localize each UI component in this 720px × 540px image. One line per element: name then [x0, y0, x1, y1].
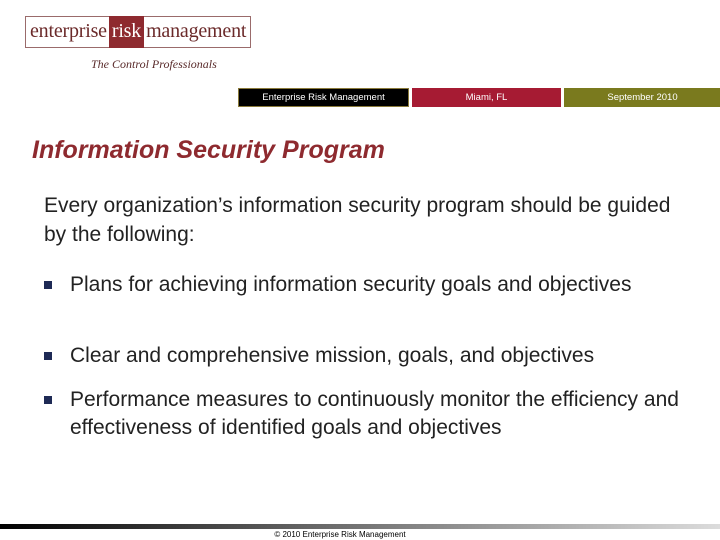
company-logo	[25, 15, 247, 79]
footer-copyright: © 2010 Enterprise Risk Management	[274, 530, 406, 539]
intro-text: Every organization’s information security program should be guided by the following:	[44, 194, 671, 246]
logo-tagline: The Control Professionals	[91, 57, 217, 71]
bullet-item	[44, 386, 690, 442]
header-segment-date: September 2010	[564, 88, 720, 107]
square-bullet-icon	[44, 352, 52, 360]
logo-wordmark	[25, 15, 251, 49]
logo-word-risk: risk	[109, 16, 144, 48]
square-bullet-icon	[44, 396, 52, 404]
header-segment-organization: Enterprise Risk Management	[238, 88, 409, 107]
bullet-text: Plans for achieving information security goals and objectives	[70, 273, 632, 296]
footer-divider	[0, 524, 720, 529]
bullet-text: Performance measures to continuously monitor the efficiency and effectiveness of identified goals and objectives	[70, 388, 679, 439]
logo-word-management: management	[144, 16, 251, 48]
header-bar	[238, 88, 720, 107]
header-segment-location: Miami, FL	[412, 88, 561, 107]
bullet-text: Clear and comprehensive mission, goals, and objectives	[70, 344, 595, 367]
slide-title: Information Security Program	[32, 136, 385, 164]
logo-word-enterprise: enterprise	[25, 16, 109, 48]
square-bullet-icon	[44, 281, 52, 289]
bullet-item	[44, 271, 690, 299]
bullet-item	[44, 342, 690, 370]
